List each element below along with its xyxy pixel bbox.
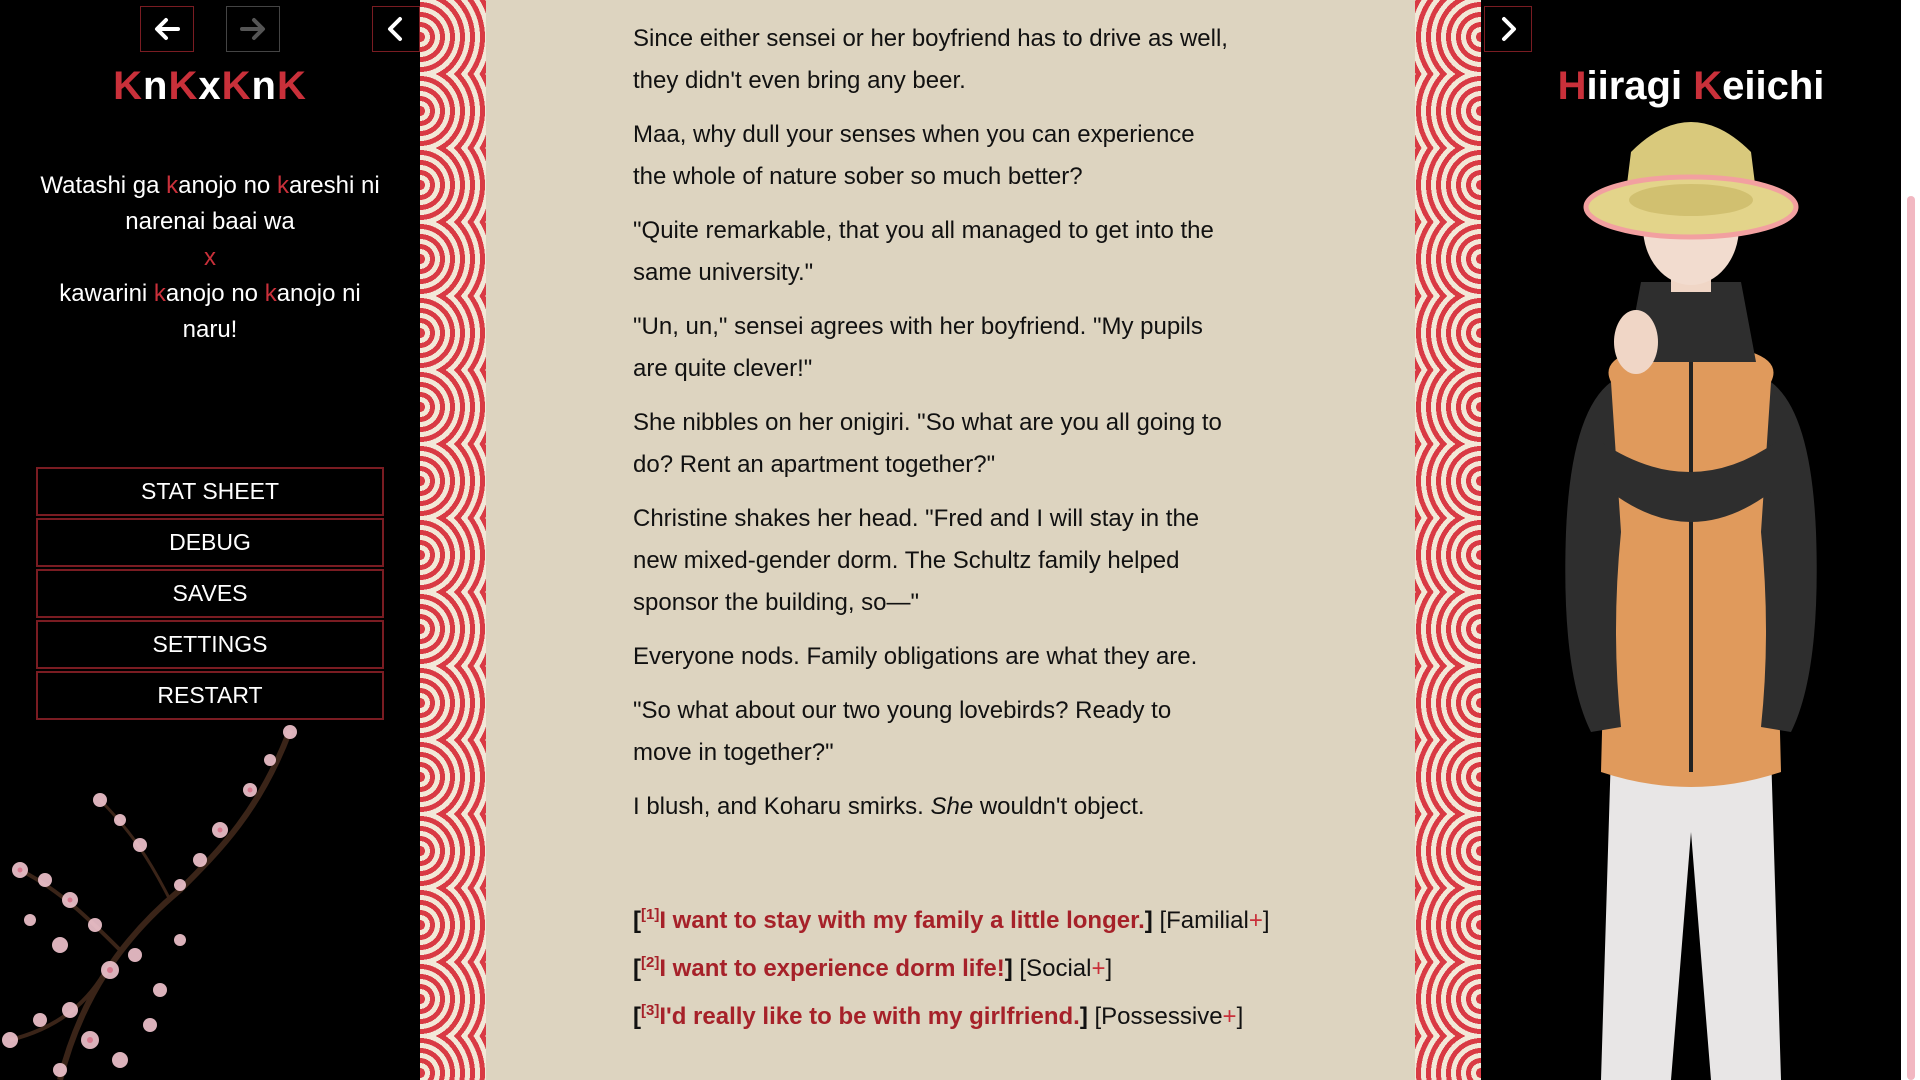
choice-item: [[2]I want to experience dorm life!] [Social+] (633, 954, 1113, 982)
title-letter: K (113, 64, 144, 108)
settings-button[interactable]: SETTINGS (36, 620, 384, 669)
saves-button[interactable]: SAVES (36, 569, 384, 618)
choice-tag: Possessive (1101, 1003, 1223, 1030)
story-paragraph: "So what about our two young lovebirds? Ready to move in together?" (633, 697, 1172, 766)
story-text (633, 0, 1233, 840)
subtitle-text: k (276, 172, 289, 199)
name-part: eiichi (1722, 64, 1825, 108)
character-portrait (1541, 112, 1841, 1080)
stat-sheet-button[interactable]: STAT SHEET (36, 467, 384, 516)
subtitle-text: k (166, 172, 179, 199)
left-sidebar (0, 0, 420, 1080)
choice-number: [2] (641, 954, 660, 971)
story-paragraph: She nibbles on her onigiri. "So what are you all going to do? Rent an apartment together?" (633, 409, 1222, 478)
debug-button[interactable]: DEBUG (36, 518, 384, 567)
subtitle-text: anojo no (165, 280, 265, 307)
title-letter: n (143, 64, 169, 108)
choice-number: [3] (641, 1002, 660, 1019)
title-letter: K (276, 64, 307, 108)
main-menu (36, 467, 384, 722)
name-part: iiragi (1586, 64, 1694, 108)
title-letter: x (198, 64, 222, 108)
story-paragraph: Since either sensei or her boyfriend has to drive as well, they didn't even bring any beer. (633, 25, 1228, 94)
story-title (0, 64, 420, 109)
story-paragraph: "Quite remarkable, that you all managed to get into the same university." (633, 217, 1214, 286)
choice-list (633, 894, 1353, 1038)
story-paragraph: Christine shakes her head. "Fred and I will stay in the new mixed-gender dorm. The Schultz family helped sponsor the building, so—" (633, 505, 1200, 616)
choice-item: [[3]I'd really like to be with my girlfriend.] [Possessive+] (633, 1002, 1244, 1030)
subtitle-line: narenai baai wa (125, 208, 295, 235)
restart-button[interactable]: RESTART (36, 671, 384, 720)
story-paragraph: "Un, un," sensei agrees with her boyfriend. "My pupils are quite clever!" (633, 313, 1203, 382)
subtitle-line (25, 276, 395, 312)
story-subtitle (25, 168, 395, 348)
subtitle-line (25, 168, 395, 204)
title-letter: n (251, 64, 277, 108)
subtitle-line: naru! (182, 316, 238, 343)
left-wave-border (420, 0, 486, 1080)
name-part: H (1557, 64, 1587, 108)
choice-number: [1] (641, 906, 660, 923)
story-emphasis: She (930, 793, 974, 820)
subtitle-text: k (264, 280, 277, 307)
collapse-left-sidebar-button[interactable] (372, 6, 420, 52)
right-wave-border (1415, 0, 1481, 1080)
scrollbar-thumb[interactable] (1907, 196, 1915, 1080)
subtitle-text: Watashi ga (40, 172, 167, 199)
name-part: K (1693, 64, 1723, 108)
character-name (1481, 64, 1901, 109)
chevron-left-icon (381, 14, 411, 44)
back-button[interactable] (140, 6, 194, 52)
subtitle-text: k (153, 280, 166, 307)
subtitle-text: areshi ni (288, 172, 380, 199)
title-letter: K (221, 64, 252, 108)
story-paragraph (633, 786, 1233, 828)
arrow-left-icon (152, 14, 182, 44)
choice-link[interactable]: I'd really like to be with my girlfriend. (659, 1003, 1080, 1030)
scrollbar-track[interactable] (1901, 0, 1920, 1080)
arrow-right-icon (238, 14, 268, 44)
choice-link[interactable]: I want to experience dorm life! (659, 955, 1005, 982)
subtitle-text: anojo ni (276, 280, 361, 307)
choice-plus: + (1248, 907, 1263, 934)
choice-plus: + (1091, 955, 1106, 982)
cherry-blossom-decoration (0, 720, 320, 1080)
subtitle-text: anojo no (178, 172, 277, 199)
chevron-right-icon (1493, 14, 1523, 44)
forward-button[interactable] (226, 6, 280, 52)
title-letter: K (168, 64, 199, 108)
story-text-span: wouldn't object. (973, 793, 1145, 820)
story-paragraph: Maa, why dull your senses when you can experience the whole of nature sober so much better? (633, 121, 1195, 190)
story-text-span: I blush, and Koharu smirks. (633, 793, 931, 820)
choice-tag: Social (1026, 955, 1092, 982)
story-panel (486, 0, 1415, 1080)
story-paragraph (633, 0, 1233, 6)
choice-tag: Familial (1166, 907, 1249, 934)
subtitle-text: kawarini (59, 280, 154, 307)
choice-link[interactable]: I want to stay with my family a little longer. (659, 907, 1145, 934)
subtitle-separator: x (204, 244, 216, 271)
story-paragraph: Everyone nods. Family obligations are what they are. (633, 643, 1198, 670)
right-sidebar (1481, 0, 1901, 1080)
expand-right-sidebar-button[interactable] (1484, 6, 1532, 52)
choice-plus: + (1222, 1003, 1237, 1030)
choice-item: [[1]I want to stay with my family a little longer.] [Familial+] (633, 906, 1270, 934)
